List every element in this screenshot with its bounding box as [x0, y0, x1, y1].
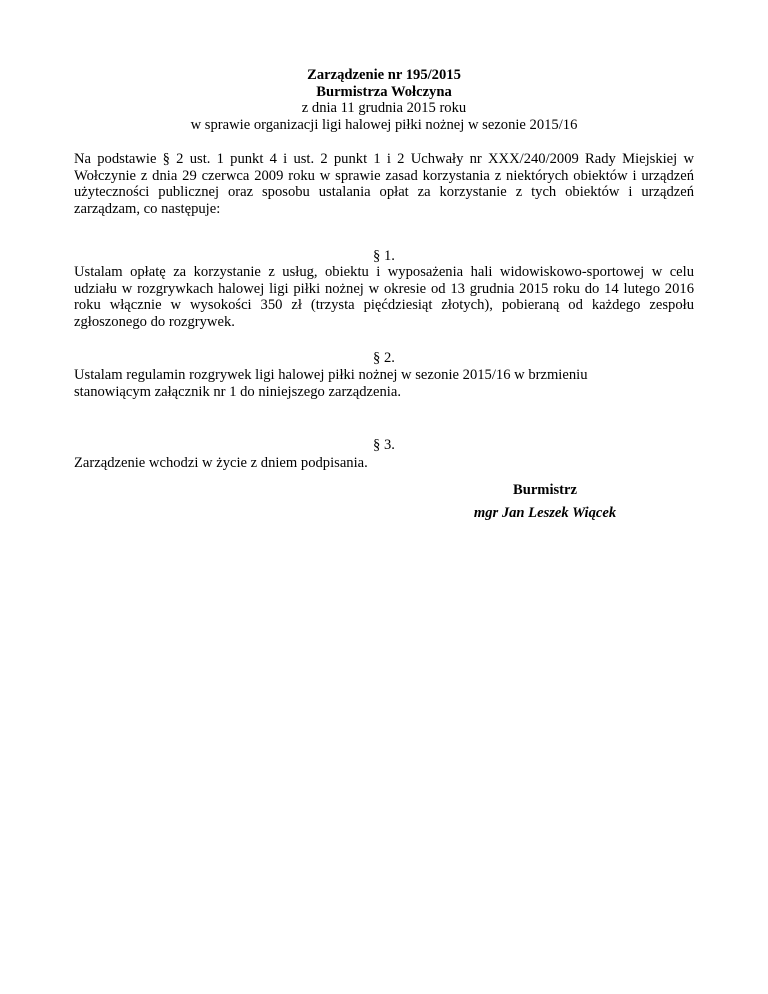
document-header: [0, 67, 768, 133]
preamble: Na podstawie § 2 ust. 1 punkt 4 i ust. 2 punkt 1 i 2 Uchwały nr XXX/240/2009 Rady Miejskiej w Wołczynie z dnia 29 czerwca 2009 roku w sprawie zasad korzystania z niektórych obiektów i urządzeń użyteczności publicznej oraz sposobu ustalania opłat za korzystanie z tych obiektów i urządzeń zarządzam, co następuje:: [74, 151, 694, 217]
document-subject: w sprawie organizacji ligi halowej piłki nożnej w sezonie 2015/16: [190, 116, 578, 133]
section-1-marker: § 1.: [373, 248, 395, 264]
section-1-text: Ustalam opłatę za korzystanie z usług, obiektu i wyposażenia hali widowiskowo-sportowej w celu udziału w rozgrywkach halowej ligi piłki nożnej w okresie od 13 grudnia 2015 roku do 14 lutego 2016 roku włącznie w wysokości 350 zł (trzysta pięćdziesiąt złotych), pobieraną od każdego zespołu zgłoszonego do rozgrywek.: [74, 264, 694, 330]
document-date: z dnia 11 grudnia 2015 roku: [301, 100, 467, 117]
section-3-marker: § 3.: [373, 437, 395, 453]
section-3-text: Zarządzenie wchodzi w życie z dniem podpisania.: [74, 455, 368, 471]
signature-role: Burmistrz: [512, 482, 578, 498]
section-2-line-2: stanowiącym załącznik nr 1 do niniejszego zarządzenia.: [74, 384, 401, 400]
signature-name: mgr Jan Leszek Wiącek: [473, 505, 617, 521]
section-2-line-1: Ustalam regulamin rozgrywek ligi halowej piłki nożnej w sezonie 2015/16 w brzmieniu: [74, 367, 588, 383]
section-2-marker: § 2.: [373, 350, 395, 366]
document-issuer: Burmistrza Wołczyna: [316, 83, 452, 100]
document-title: Zarządzenie nr 195/2015: [307, 67, 461, 83]
